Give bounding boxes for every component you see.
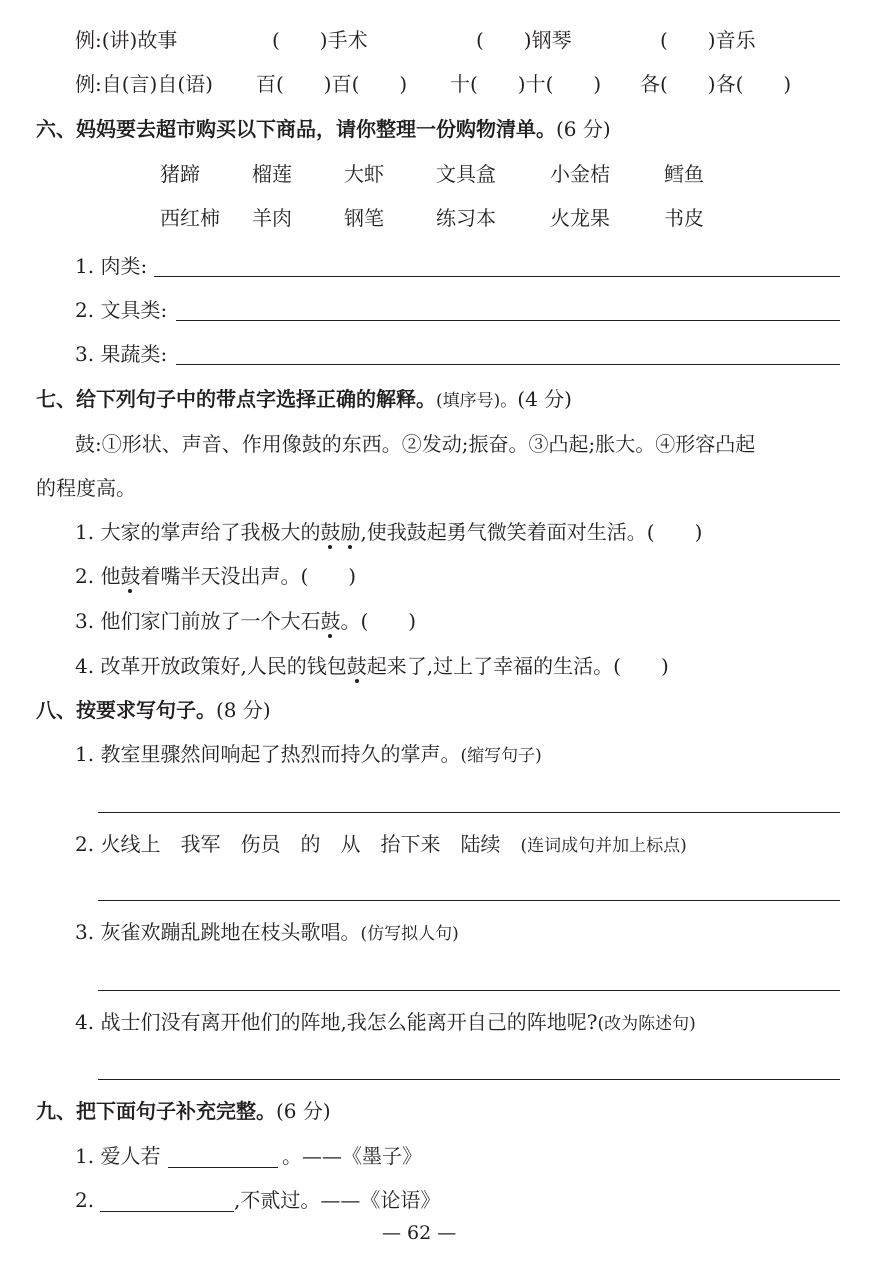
rewrite-question-4: 4. 战士们没有离开他们的阵地,我怎么能离开自己的阵地呢?(改为陈述句): [75, 1010, 696, 1034]
meat-answer-line[interactable]: [154, 276, 840, 277]
dotted-char: 励: [340, 520, 361, 544]
example-row-2-item-1: 例:自(言)自(语): [75, 72, 213, 96]
goods-item: 书皮: [664, 206, 704, 230]
section-8-heading: 八、按要求写句子。(8 分): [36, 698, 271, 722]
goods-item: 羊肉: [252, 206, 292, 230]
section-6-heading: 六、妈妈要去超市购买以下商品，请你整理一份购物清单。(6 分): [36, 117, 611, 141]
page-number: — 62 —: [382, 1222, 457, 1244]
rewrite-answer-line-3[interactable]: [98, 990, 840, 991]
rewrite-answer-line-4[interactable]: [98, 1079, 840, 1080]
dotted-char: 鼓: [346, 654, 367, 678]
dotted-char: 鼓: [320, 609, 341, 633]
goods-item: 猪蹄: [160, 162, 200, 186]
goods-item: 大虾: [344, 162, 384, 186]
rewrite-answer-line-1[interactable]: [98, 812, 840, 813]
goods-item: 西红柿: [160, 206, 220, 230]
sentence-1: 1. 大家的掌声给了我极大的鼓励,使我鼓起勇气微笑着面对生活。( ): [75, 520, 703, 544]
fill-question-2-source: ,不贰过。——《论语》: [234, 1188, 441, 1212]
goods-item: 榴莲: [252, 162, 292, 186]
sentence-4: 4. 改革开放政策好,人民的钱包鼓起来了,过上了幸福的生活。( ): [75, 654, 669, 678]
example-row-1-item-2: ( )手术: [272, 28, 368, 52]
example-row-2-item-3: 十( )十( ): [450, 72, 602, 96]
rewrite-answer-line-2[interactable]: [98, 900, 840, 901]
sentence-2: 2. 他鼓着嘴半天没出声。( ): [75, 564, 357, 588]
definition-line-1: 鼓:①形状、声音、作用像鼓的东西。②发动;振奋。③凸起;胀大。④形容凸起: [75, 432, 756, 456]
fill-question-1-prefix: 1. 爱人若: [75, 1144, 161, 1168]
goods-item: 练习本: [436, 206, 496, 230]
goods-item: 文具盒: [436, 162, 496, 186]
fill-blank-1[interactable]: [168, 1167, 278, 1168]
stationery-category-label: 2. 文具类:: [75, 298, 168, 322]
definition-line-2: 的程度高。: [36, 476, 136, 500]
fill-question-2-prefix: 2.: [75, 1188, 95, 1212]
example-row-1-item-4: ( )音乐: [660, 28, 756, 52]
stationery-answer-line[interactable]: [176, 320, 840, 321]
dotted-char: 鼓: [320, 520, 341, 544]
sentence-3: 3. 他们家门前放了一个大石鼓。( ): [75, 609, 417, 633]
example-row-2-item-2: 百( )百( ): [256, 72, 408, 96]
goods-item: 小金桔: [550, 162, 610, 186]
produce-answer-line[interactable]: [176, 364, 840, 365]
rewrite-question-1: 1. 教室里骤然间响起了热烈而持久的掌声。(缩写句子): [75, 742, 542, 766]
example-row-2-item-4: 各( )各( ): [640, 72, 792, 96]
example-row-1-item-3: ( )钢琴: [476, 28, 572, 52]
meat-category-label: 1. 肉类:: [75, 254, 148, 278]
goods-item: 钢笔: [344, 206, 384, 230]
fill-question-1-source: 。——《墨子》: [282, 1144, 422, 1168]
rewrite-question-2: 2. 火线上 我军 伤员 的 从 抬下来 陆续 (连词成句并加上标点): [75, 832, 687, 856]
example-row-1-item-1: 例:(讲)故事: [75, 28, 178, 52]
produce-category-label: 3. 果蔬类:: [75, 342, 168, 366]
section-9-heading: 九、把下面句子补充完整。(6 分): [36, 1099, 331, 1123]
dotted-char: 鼓: [120, 564, 141, 588]
goods-item: 鳕鱼: [664, 162, 704, 186]
goods-item: 火龙果: [550, 206, 610, 230]
rewrite-question-3: 3. 灰雀欢蹦乱跳地在枝头歌唱。(仿写拟人句): [75, 920, 459, 944]
fill-blank-2[interactable]: [100, 1211, 234, 1212]
section-7-heading: 七、给下列句子中的带点字选择正确的解释。(填序号)。(4 分): [36, 387, 572, 411]
